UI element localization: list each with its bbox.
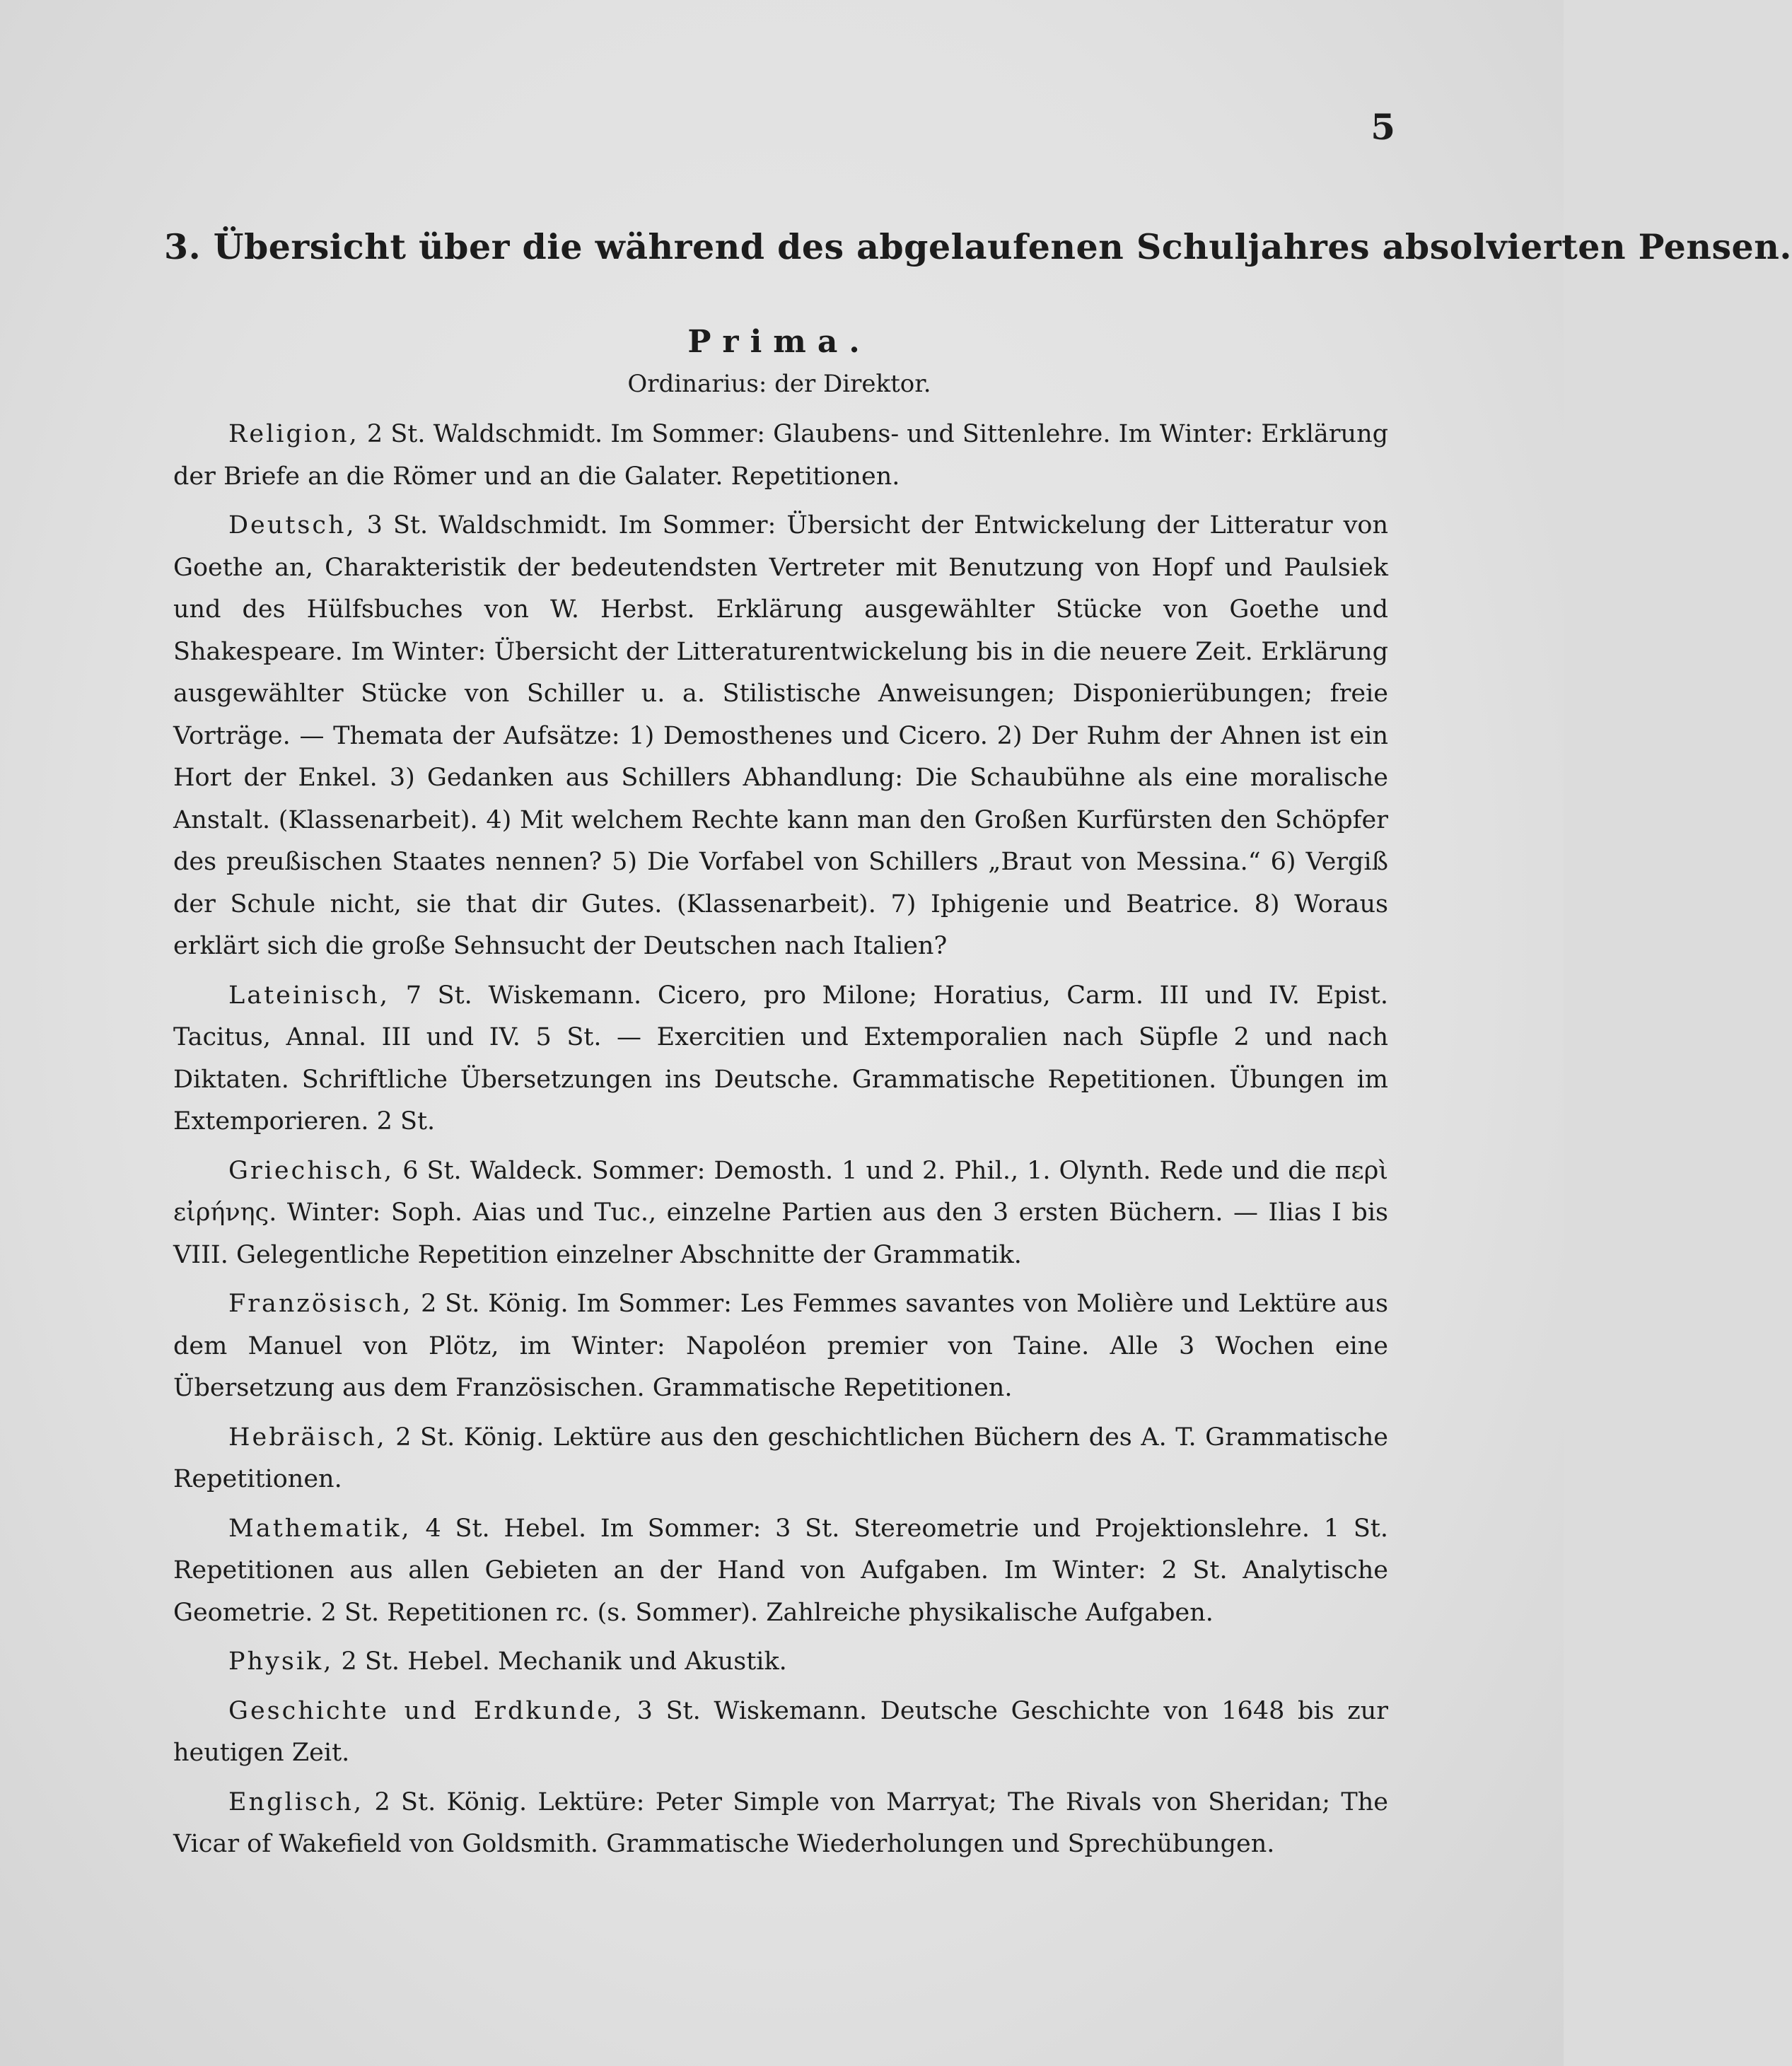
subject-text: 7 St. Wiskemann. Cicero, pro Milone; Horatius, Carm. III und IV. Epist. Tacitus, Annal. III und IV. 5 St. — Exercitien und Extemporalien nach Süpfle 2 und nach Diktaten. Schriftliche Übersetzungen ins Deutsche. Grammatische Repetitionen. Übungen im Extemporieren. 2 St. [173, 981, 1388, 1136]
subject-name: Lateinisch, [228, 981, 390, 1010]
subject-text: 2 St. König. Lektüre aus den geschichtlichen Büchern des A. T. Grammatische Repetitionen. [173, 1423, 1388, 1493]
subject-name: Französisch, [228, 1290, 413, 1318]
subject-paragraph-englisch [173, 1782, 1388, 1866]
subject-name: Englisch, [228, 1787, 364, 1816]
subject-paragraph-hebraeisch [173, 1417, 1388, 1501]
ordinarius-line: Ordinarius: der Direktor. [627, 370, 931, 398]
subject-text: 2 St. Hebel. Mechanik und Akustik. [333, 1647, 787, 1676]
subject-paragraph-franzoesisch [173, 1283, 1388, 1410]
subject-paragraph-geschichte [173, 1691, 1388, 1775]
subject-paragraph-deutsch [173, 505, 1388, 968]
subject-name: Geschichte und Erdkunde, [228, 1696, 624, 1725]
class-title: Prima. [687, 324, 871, 360]
subject-name: Hebräisch, [228, 1423, 387, 1452]
subject-text: 4 St. Hebel. Im Sommer: 3 St. Stereometrie und Projektionslehre. 1 St. Repetitionen aus allen Gebieten an der Hand von Aufgaben. Im Winter: 2 St. Analytische Geometrie. 2 St. Repetitionen rc. (s. Sommer). Zahlreiche physikalische Aufgaben. [173, 1514, 1388, 1627]
subject-text: 2 St. Waldschmidt. Im Sommer: Glaubens- und Sittenlehre. Im Winter: Erklärung der Briefe an die Römer und an die Galater. Repetitionen. [173, 420, 1389, 491]
subject-name: Griechisch, [228, 1156, 395, 1185]
subject-name: Religion, [228, 420, 359, 448]
subject-paragraph-religion [173, 414, 1388, 498]
subject-name: Deutsch, [228, 511, 356, 539]
section-title: 3. Übersicht über die während des abgelaufenen Schuljahres absolvierten Pensen. [164, 226, 1792, 267]
subject-paragraph-lateinisch [173, 975, 1388, 1143]
subject-paragraph-mathematik [173, 1508, 1388, 1635]
subject-paragraph-physik [173, 1641, 1388, 1683]
subject-text: 3 St. Wiskemann. Deutsche Geschichte von 1648 bis zur heutigen Zeit. [173, 1696, 1388, 1767]
subject-text: 2 St. König. Im Sommer: Les Femmes savantes von Molière und Lektüre aus dem Manuel von Plötz, im Winter: Napoléon premier von Taine. Alle 3 Wochen eine Übersetzung aus dem Französischen. Grammatische Repetitionen. [173, 1290, 1388, 1402]
curriculum-body [173, 414, 1388, 1873]
subject-text: 2 St. König. Lektüre: Peter Simple von Marryat; The Rivals von Sheridan; The Vicar of Wakefield von Goldsmith. Grammatische Wiederholungen und Sprechübungen. [173, 1787, 1388, 1858]
subject-paragraph-griechisch [173, 1150, 1388, 1277]
page-number: 5 [1371, 106, 1395, 148]
subject-text: 6 St. Waldeck. Sommer: Demosth. 1 und 2. Phil., 1. Olynth. Rede und die περὶ εἰρήνης. Winter: Soph. Aias und Tuc., einzelne Partien aus den 3 ersten Büchern. — Ilias I bis VIII. Gelegentliche Repetition einzelner Abschnitte der Grammatik. [173, 1156, 1388, 1269]
subject-text: 3 St. Waldschmidt. Im Sommer: Übersicht der Entwickelung der Litteratur von Goethe an, Charakteristik der bedeutendsten Vertreter mit Benutzung von Hopf und Paulsiek und des Hülfsbuches von W. Herbst. Erklärung ausgewählter Stücke von Goethe und Shakespeare. Im Winter: Übersicht der Litteraturentwickelung bis in die neuere Zeit. Erklärung ausgewählter Stücke von Schiller u. a. Stilistische Anweisungen; Disponierübungen; freie Vorträge. — Themata der Aufsätze: 1) Demosthenes und Cicero. 2) Der Ruhm der Ahnen ist ein Hort der Enkel. 3) Gedanken aus Schillers Abhandlung: Die Schaubühne als eine moralische Anstalt. (Klassenarbeit). 4) Mit welchem Rechte kann man den Großen Kurfürsten den Schöpfer des preußischen Staates nennen? 5) Die Vorfabel von Schillers „Braut von Messina.“ 6) Vergiß der Schule nicht, sie that dir Gutes. (Klassenarbeit). 7) Iphigenie und Beatrice. 8) Woraus erklärt sich die große Sehnsucht der Deutschen nach Italien? [173, 511, 1388, 960]
subject-name: Mathematik, [228, 1514, 412, 1543]
subject-name: Physik, [228, 1647, 334, 1676]
